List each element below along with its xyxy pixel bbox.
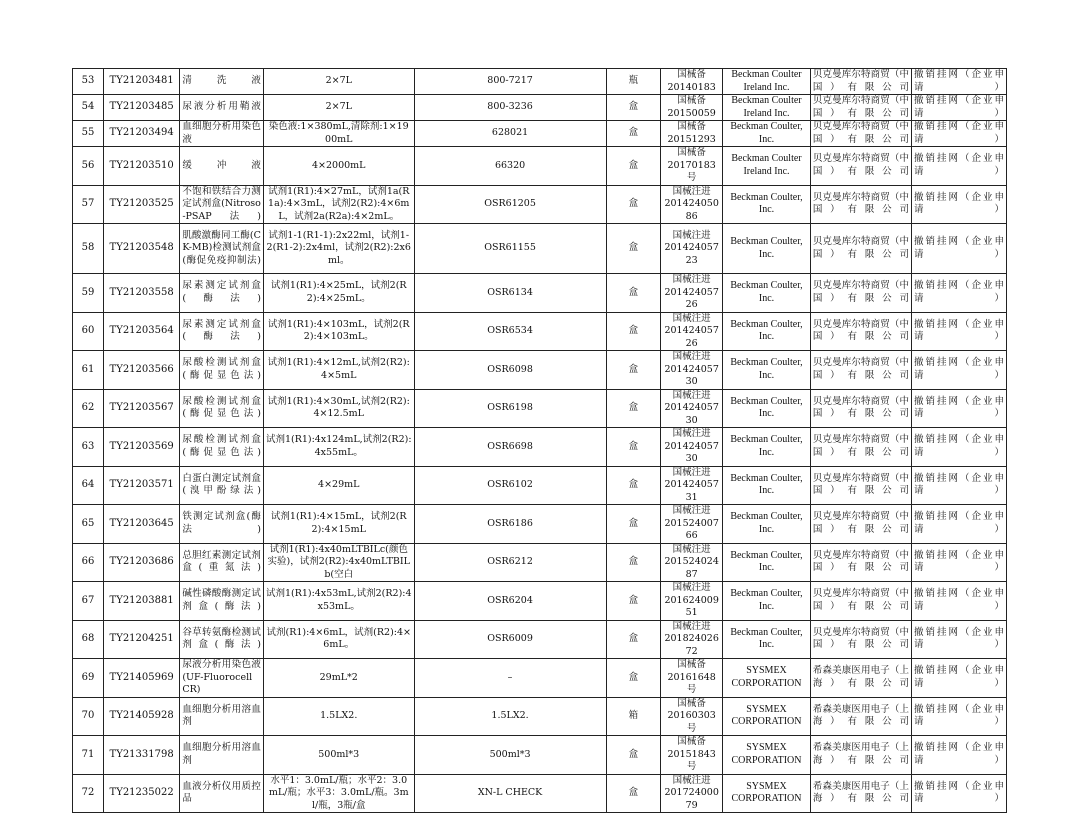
product-code: TY21203525 <box>103 185 179 224</box>
table-row <box>73 312 1007 351</box>
delisting-status: 撤销挂网（企业申请） <box>911 69 1006 95</box>
specification: 4×29mL <box>263 466 414 505</box>
registration-number: 国械注进 20142405731 <box>661 466 723 505</box>
registration-number: 国械注进 20142405726 <box>661 312 723 351</box>
row-number: 53 <box>73 69 104 95</box>
delisting-status: 撤销挂网（企业申请） <box>911 224 1006 274</box>
product-name: 血细胞分析用染色液 <box>180 121 264 147</box>
table-row <box>73 505 1007 544</box>
table-row <box>73 428 1007 467</box>
table-body <box>73 69 1007 813</box>
unit: 盒 <box>606 505 661 544</box>
manufacturer: Beckman Coulter, Inc. <box>723 466 811 505</box>
table-row <box>73 185 1007 224</box>
model-number: XN-L CHECK <box>414 774 606 813</box>
registration-number: 国械备 20150059 <box>661 95 723 121</box>
distributor: 贝克曼库尔特商贸（中国）有限公司 <box>810 582 911 621</box>
delisting-status: 撤销挂网（企业申请） <box>911 466 1006 505</box>
unit: 盒 <box>606 659 661 698</box>
distributor: 贝克曼库尔特商贸（中国）有限公司 <box>810 69 911 95</box>
product-name: 尿酸检测试剂盒(酶促显色法) <box>180 428 264 467</box>
registration-number: 国械备 20140183 <box>661 69 723 95</box>
product-code: TY21203558 <box>103 274 179 313</box>
model-number: OSR61155 <box>414 224 606 274</box>
product-code: TY21203645 <box>103 505 179 544</box>
product-code: TY21203569 <box>103 428 179 467</box>
registration-number: 国械注进 20182402672 <box>661 620 723 659</box>
product-name: 清洗液 <box>180 69 264 95</box>
unit: 盒 <box>606 312 661 351</box>
row-number: 55 <box>73 121 104 147</box>
model-number: OSR6204 <box>414 582 606 621</box>
unit: 盒 <box>606 224 661 274</box>
row-number: 69 <box>73 659 104 698</box>
distributor: 贝克曼库尔特商贸（中国）有限公司 <box>810 466 911 505</box>
manufacturer: Beckman Coulter, Inc. <box>723 389 811 428</box>
distributor: 希森美康医用电子（上海）有限公司 <box>810 697 911 736</box>
unit: 盒 <box>606 774 661 813</box>
unit: 盒 <box>606 121 661 147</box>
delisting-status: 撤销挂网（企业申请） <box>911 428 1006 467</box>
model-number: OSR6534 <box>414 312 606 351</box>
delisting-status: 撤销挂网（企业申请） <box>911 505 1006 544</box>
specification: 染色液:1×380mL,清除剂:1×1900mL <box>263 121 414 147</box>
table-row <box>73 69 1007 95</box>
table-row <box>73 620 1007 659</box>
unit: 盒 <box>606 95 661 121</box>
delisting-status: 撤销挂网（企业申请） <box>911 697 1006 736</box>
product-code: TY21235022 <box>103 774 179 813</box>
registration-number: 国械备 20161648号 <box>661 659 723 698</box>
manufacturer: Beckman Coulter Ireland Inc. <box>723 95 811 121</box>
specification: 试剂(R1):4×6mL，试剂(R2):4×6mL。 <box>263 620 414 659</box>
product-name: 血细胞分析用溶血剂 <box>180 697 264 736</box>
specification: 试剂1(R1):4×30mL,试剂2(R2):4×12.5mL <box>263 389 414 428</box>
model-number: 500ml*3 <box>414 736 606 775</box>
table-row <box>73 466 1007 505</box>
registration-number: 国械备 20151843号 <box>661 736 723 775</box>
specification: 试剂1-1(R1-1):2x22ml，试剂1-2(R1-2):2x4ml，试剂2(R2):2x6ml。 <box>263 224 414 274</box>
distributor: 贝克曼库尔特商贸（中国）有限公司 <box>810 312 911 351</box>
product-name: 尿酸检测试剂盒(酶促显色法) <box>180 351 264 390</box>
product-name: 血细胞分析用溶血剂 <box>180 736 264 775</box>
manufacturer: Beckman Coulter, Inc. <box>723 505 811 544</box>
model-number: OSR6102 <box>414 466 606 505</box>
table-row <box>73 697 1007 736</box>
distributor: 贝克曼库尔特商贸（中国）有限公司 <box>810 185 911 224</box>
specification: 2×7L <box>263 69 414 95</box>
delisting-status: 撤销挂网（企业申请） <box>911 121 1006 147</box>
product-code: TY21203510 <box>103 147 179 186</box>
product-name: 碱性磷酸酶测定试剂盒(酶法) <box>180 582 264 621</box>
row-number: 57 <box>73 185 104 224</box>
manufacturer: SYSMEX CORPORATION <box>723 774 811 813</box>
distributor: 贝克曼库尔特商贸（中国）有限公司 <box>810 351 911 390</box>
product-code: TY21203881 <box>103 582 179 621</box>
row-number: 72 <box>73 774 104 813</box>
table-row <box>73 147 1007 186</box>
product-code: TY21203564 <box>103 312 179 351</box>
manufacturer: Beckman Coulter, Inc. <box>723 543 811 582</box>
registration-number: 国械注进 20142405086 <box>661 185 723 224</box>
table-row <box>73 659 1007 698</box>
product-code: TY21203566 <box>103 351 179 390</box>
unit: 盒 <box>606 736 661 775</box>
manufacturer: Beckman Coulter, Inc. <box>723 274 811 313</box>
unit: 盒 <box>606 389 661 428</box>
delisting-status: 撤销挂网（企业申请） <box>911 351 1006 390</box>
row-number: 67 <box>73 582 104 621</box>
manufacturer: SYSMEX CORPORATION <box>723 697 811 736</box>
table-row <box>73 224 1007 274</box>
model-number: OSR6186 <box>414 505 606 544</box>
row-number: 66 <box>73 543 104 582</box>
specification: 500ml*3 <box>263 736 414 775</box>
delisting-status: 撤销挂网（企业申请） <box>911 274 1006 313</box>
manufacturer: SYSMEX CORPORATION <box>723 736 811 775</box>
model-number: 800-7217 <box>414 69 606 95</box>
product-name: 谷草转氨酶检测试剂盒(酶法) <box>180 620 264 659</box>
product-code: TY21203481 <box>103 69 179 95</box>
row-number: 68 <box>73 620 104 659</box>
table-row <box>73 274 1007 313</box>
specification: 29mL*2 <box>263 659 414 698</box>
row-number: 59 <box>73 274 104 313</box>
product-code: TY21331798 <box>103 736 179 775</box>
model-number: – <box>414 659 606 698</box>
unit: 瓶 <box>606 69 661 95</box>
row-number: 71 <box>73 736 104 775</box>
manufacturer: Beckman Coulter, Inc. <box>723 121 811 147</box>
row-number: 64 <box>73 466 104 505</box>
product-delisting-table <box>72 68 1007 813</box>
delisting-status: 撤销挂网（企业申请） <box>911 95 1006 121</box>
manufacturer: Beckman Coulter Ireland Inc. <box>723 147 811 186</box>
registration-number: 国械备 20160303号 <box>661 697 723 736</box>
product-code: TY21203548 <box>103 224 179 274</box>
registration-number: 国械注进 20172400079 <box>661 774 723 813</box>
specification: 2×7L <box>263 95 414 121</box>
delisting-status: 撤销挂网（企业申请） <box>911 543 1006 582</box>
product-code: TY21405928 <box>103 697 179 736</box>
distributor: 希森美康医用电子（上海）有限公司 <box>810 774 911 813</box>
table-row <box>73 736 1007 775</box>
product-code: TY21203686 <box>103 543 179 582</box>
unit: 盒 <box>606 543 661 582</box>
product-code: TY21203567 <box>103 389 179 428</box>
product-name: 肌酸激酶同工酶(CK-MB)检测试剂盒(酶促免疫抑制法) <box>180 224 264 274</box>
distributor: 贝克曼库尔特商贸（中国）有限公司 <box>810 121 911 147</box>
row-number: 62 <box>73 389 104 428</box>
specification: 试剂1(R1):4x124mL,试剂2(R2):4x55mL。 <box>263 428 414 467</box>
product-code: TY21204251 <box>103 620 179 659</box>
product-name: 血液分析仪用质控品 <box>180 774 264 813</box>
delisting-status: 撤销挂网（企业申请） <box>911 389 1006 428</box>
specification: 水平1：3.0mL/瓶；水平2：3.0mL/瓶；水平3：3.0mL/瓶。3ml/瓶，3瓶/盒 <box>263 774 414 813</box>
delisting-status: 撤销挂网（企业申请） <box>911 582 1006 621</box>
manufacturer: Beckman Coulter Ireland Inc. <box>723 69 811 95</box>
distributor: 贝克曼库尔特商贸（中国）有限公司 <box>810 620 911 659</box>
product-code: TY21203494 <box>103 121 179 147</box>
manufacturer: Beckman Coulter, Inc. <box>723 185 811 224</box>
delisting-status: 撤销挂网（企业申请） <box>911 185 1006 224</box>
row-number: 58 <box>73 224 104 274</box>
model-number: 628021 <box>414 121 606 147</box>
manufacturer: SYSMEX CORPORATION <box>723 659 811 698</box>
unit: 箱 <box>606 697 661 736</box>
product-name: 总胆红素测定试剂盒(重氮法) <box>180 543 264 582</box>
row-number: 70 <box>73 697 104 736</box>
manufacturer: Beckman Coulter, Inc. <box>723 620 811 659</box>
model-number: OSR6198 <box>414 389 606 428</box>
distributor: 贝克曼库尔特商贸（中国）有限公司 <box>810 274 911 313</box>
unit: 盒 <box>606 351 661 390</box>
product-name: 尿液分析用染色液(UF-Fluorocell CR) <box>180 659 264 698</box>
manufacturer: Beckman Coulter, Inc. <box>723 351 811 390</box>
manufacturer: Beckman Coulter, Inc. <box>723 312 811 351</box>
table-row <box>73 582 1007 621</box>
delisting-status: 撤销挂网（企业申请） <box>911 147 1006 186</box>
specification: 试剂1(R1):4x40mLTBILc(颜色实验)，试剂2(R2):4x40mLTBILb(空白 <box>263 543 414 582</box>
product-name: 铁测定试剂盒(酶法) <box>180 505 264 544</box>
row-number: 61 <box>73 351 104 390</box>
registration-number: 国械注进 20162400951 <box>661 582 723 621</box>
product-name: 尿酸检测试剂盒(酶促显色法) <box>180 389 264 428</box>
distributor: 贝克曼库尔特商贸（中国）有限公司 <box>810 95 911 121</box>
model-number: OSR6134 <box>414 274 606 313</box>
row-number: 60 <box>73 312 104 351</box>
registration-number: 国械注进 20142405723 <box>661 224 723 274</box>
product-code: TY21203571 <box>103 466 179 505</box>
model-number: OSR6698 <box>414 428 606 467</box>
delisting-status: 撤销挂网（企业申请） <box>911 312 1006 351</box>
model-number: 800-3236 <box>414 95 606 121</box>
product-code: TY21405969 <box>103 659 179 698</box>
model-number: OSR61205 <box>414 185 606 224</box>
delisting-status: 撤销挂网（企业申请） <box>911 736 1006 775</box>
registration-number: 国械注进 20142405730 <box>661 351 723 390</box>
manufacturer: Beckman Coulter, Inc. <box>723 582 811 621</box>
product-name: 尿素测定试剂盒(酶法) <box>180 312 264 351</box>
specification: 试剂1(R1):4×103mL，试剂2(R2):4×103mL。 <box>263 312 414 351</box>
manufacturer: Beckman Coulter, Inc. <box>723 428 811 467</box>
specification: 1.5LX2. <box>263 697 414 736</box>
product-name: 白蛋白测定试剂盒(溴甲酚绿法) <box>180 466 264 505</box>
product-code: TY21203485 <box>103 95 179 121</box>
table-row <box>73 774 1007 813</box>
model-number: 66320 <box>414 147 606 186</box>
distributor: 希森美康医用电子（上海）有限公司 <box>810 659 911 698</box>
registration-number: 国械备 20151293 <box>661 121 723 147</box>
model-number: OSR6009 <box>414 620 606 659</box>
delisting-status: 撤销挂网（企业申请） <box>911 774 1006 813</box>
specification: 试剂1(R1):4×15mL，试剂2(R2):4×15mL <box>263 505 414 544</box>
specification: 试剂1(R1):4x53mL,试剂2(R2):4x53mL。 <box>263 582 414 621</box>
unit: 盒 <box>606 466 661 505</box>
table-row <box>73 95 1007 121</box>
model-number: OSR6212 <box>414 543 606 582</box>
model-number: 1.5LX2. <box>414 697 606 736</box>
row-number: 65 <box>73 505 104 544</box>
distributor: 贝克曼库尔特商贸（中国）有限公司 <box>810 428 911 467</box>
distributor: 贝克曼库尔特商贸（中国）有限公司 <box>810 224 911 274</box>
delisting-status: 撤销挂网（企业申请） <box>911 659 1006 698</box>
registration-number: 国械备 20170183号 <box>661 147 723 186</box>
registration-number: 国械注进 20142405730 <box>661 389 723 428</box>
unit: 盒 <box>606 582 661 621</box>
product-name: 尿液分析用鞘液 <box>180 95 264 121</box>
product-name: 缓冲液 <box>180 147 264 186</box>
manufacturer: Beckman Coulter, Inc. <box>723 224 811 274</box>
table-row <box>73 543 1007 582</box>
document-page <box>72 68 1007 813</box>
registration-number: 国械注进 20152402487 <box>661 543 723 582</box>
distributor: 贝克曼库尔特商贸（中国）有限公司 <box>810 147 911 186</box>
row-number: 63 <box>73 428 104 467</box>
table-row <box>73 389 1007 428</box>
specification: 试剂1(R1):4×12mL,试剂2(R2):4×5mL <box>263 351 414 390</box>
registration-number: 国械注进 20142405730 <box>661 428 723 467</box>
unit: 盒 <box>606 185 661 224</box>
table-row <box>73 351 1007 390</box>
unit: 盒 <box>606 274 661 313</box>
model-number: OSR6098 <box>414 351 606 390</box>
row-number: 56 <box>73 147 104 186</box>
unit: 盒 <box>606 147 661 186</box>
specification: 4×2000mL <box>263 147 414 186</box>
registration-number: 国械注进 20142405726 <box>661 274 723 313</box>
unit: 盒 <box>606 428 661 467</box>
distributor: 希森美康医用电子（上海）有限公司 <box>810 736 911 775</box>
product-name: 不饱和铁结合力测定试剂盒(Nitroso-PSAP法) <box>180 185 264 224</box>
specification: 试剂1(R1):4×27mL，试剂1a(R1a):4×3mL，试剂2(R2):4×6mL，试剂2a(R2a):4×2mL。 <box>263 185 414 224</box>
distributor: 贝克曼库尔特商贸（中国）有限公司 <box>810 389 911 428</box>
unit: 盒 <box>606 620 661 659</box>
distributor: 贝克曼库尔特商贸（中国）有限公司 <box>810 505 911 544</box>
product-name: 尿素测定试剂盒(酶法) <box>180 274 264 313</box>
registration-number: 国械注进 20152400766 <box>661 505 723 544</box>
distributor: 贝克曼库尔特商贸（中国）有限公司 <box>810 543 911 582</box>
delisting-status: 撤销挂网（企业申请） <box>911 620 1006 659</box>
table-row <box>73 121 1007 147</box>
row-number: 54 <box>73 95 104 121</box>
specification: 试剂1(R1):4×25mL，试剂2(R2):4×25mL。 <box>263 274 414 313</box>
